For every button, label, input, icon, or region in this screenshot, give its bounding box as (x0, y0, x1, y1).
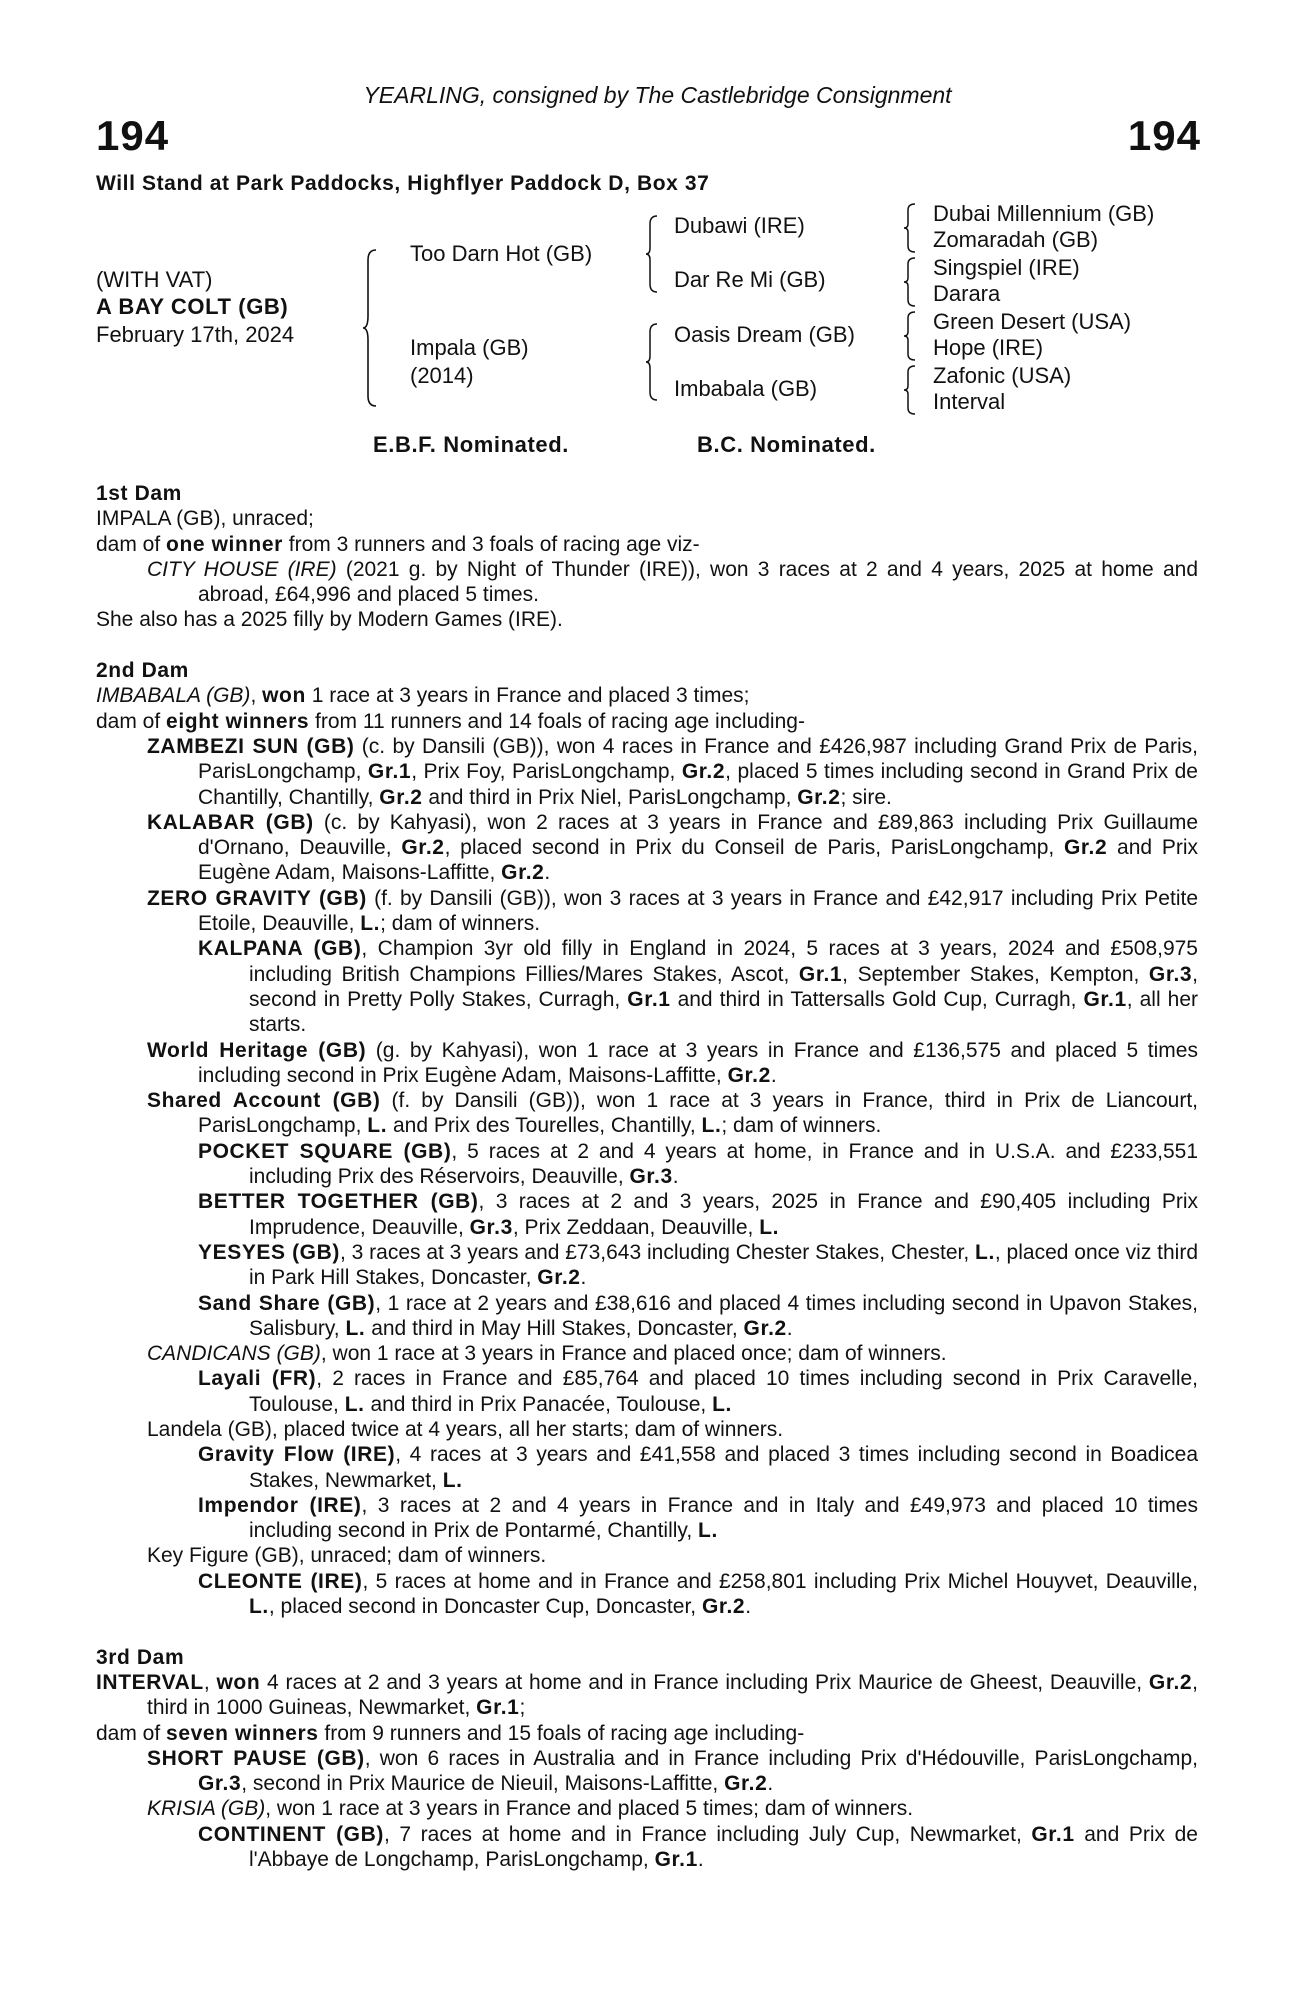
pedigree-entry (198, 1366, 1198, 1417)
entry-text: (f. by Dansili (GB)), won 3 races at 3 years in France and £42,917 including Prix Petite Etoile, Deauville, (198, 886, 1199, 936)
entry-text: ; (519, 1696, 526, 1720)
entry-bold-text: Gr.3 (469, 1215, 513, 1239)
entry-bold-text: Gr.2 (1148, 1670, 1193, 1694)
entry-text: , (203, 1670, 217, 1694)
entry-italic-text: CITY HOUSE (IRE) (147, 557, 337, 581)
pedigree-entry (198, 1291, 1198, 1342)
dam-dam-name: Imbabala (GB) (674, 376, 818, 401)
pedigree-entry (96, 709, 1198, 734)
entry-text: , 3 races at 2 and 3 years, 2025 in France and £90,405 including Prix Imprudence, Deauville, (249, 1190, 1198, 1239)
entry-text: (g. by Kahyasi), won 1 race at 3 years in France and £136,575 and placed 5 times including second in Prix Eugène Adam, Maisons-Laffitte, (198, 1038, 1198, 1087)
gen3-ancestor: Darara (933, 281, 1001, 306)
entry-text: , 7 races at home and in France including July Cup, Newmarket, (383, 1822, 1032, 1846)
entry-bold-text: eight winners (166, 709, 310, 733)
dam-brace-icon (645, 322, 661, 402)
entry-bold-text: CONTINENT (GB) (198, 1822, 384, 1846)
gen3-ancestor: Singspiel (IRE) (933, 255, 1080, 280)
entry-text: . (580, 1266, 587, 1290)
entry-bold-text: Gr.3 (198, 1772, 242, 1796)
entry-italic-text: IMBABALA (GB) (96, 684, 251, 708)
entry-italic-text: KRISIA (GB) (147, 1797, 266, 1821)
entry-bold-text: Gr.1 (1031, 1822, 1075, 1846)
sire-dam-name: Dar Re Mi (GB) (674, 267, 826, 292)
entry-bold-text: Gr.2 (401, 836, 445, 860)
entry-text: from 9 runners and 15 foals of racing age including- (318, 1721, 805, 1745)
entry-bold-text: CLEONTE (IRE) (198, 1569, 363, 1593)
entry-bold-text: BETTER TOGETHER (GB) (198, 1190, 479, 1214)
vat-note: (WITH VAT) (96, 267, 213, 292)
entry-bold-text: YESYES (GB) (198, 1240, 340, 1264)
gen3-ancestor: Zafonic (USA) (933, 363, 1072, 388)
entry-text: Landela (GB), placed twice at 4 years, all her starts; dam of winners. (147, 1417, 784, 1441)
entry-bold-text: ZAMBEZI SUN (GB) (147, 734, 355, 758)
entry-text: , won 1 race at 3 years in France and placed 5 times; dam of winners. (265, 1797, 914, 1821)
entry-text: . (672, 1165, 679, 1189)
pedigree-entry (147, 886, 1198, 937)
entry-bold-text: Gr.1 (798, 962, 843, 986)
entry-text: 1 race at 3 years in France and placed 3 times; (305, 684, 750, 708)
entry-bold-text: Shared Account (GB) (147, 1089, 381, 1113)
pedigree-entry (147, 1088, 1198, 1139)
entry-text: from 3 runners and 3 foals of racing age viz- (282, 532, 700, 556)
entry-text: , September Stakes, Kempton, (842, 962, 1149, 986)
dam-name: Impala (GB) (410, 335, 529, 360)
pedigree-entry (147, 810, 1198, 886)
entry-bold-text: ZERO GRAVITY (GB) (147, 886, 367, 910)
entry-text: . (544, 861, 551, 885)
gen3-brace-icon (903, 202, 919, 254)
pedigree-entry (147, 557, 1198, 608)
entry-bold-text: SHORT PAUSE (GB) (147, 1746, 365, 1770)
dam-section (96, 658, 1198, 1619)
entry-text: dam of (96, 1721, 167, 1745)
entry-bold-text: Gr.1 (627, 987, 671, 1011)
entry-text: and Prix des Tourelles, Chantilly, (387, 1114, 702, 1138)
pedigree-entry (147, 1341, 1198, 1366)
entry-bold-text: L. (345, 1316, 366, 1340)
entry-bold-text: Gr.2 (537, 1266, 581, 1290)
entry-text: , 4 races at 3 years and £41,558 and placed 3 times including second in Boadicea Stakes, Newmarket, (249, 1443, 1198, 1492)
pedigree-entry (96, 506, 1198, 531)
pedigree-entry (147, 734, 1198, 810)
entry-bold-text: Gravity Flow (IRE) (198, 1443, 396, 1467)
entry-bold-text: L. (367, 1114, 388, 1138)
pedigree-entry (198, 1240, 1198, 1291)
pedigree-entry (147, 1417, 1198, 1442)
section-title: 2nd Dam (96, 659, 189, 683)
entry-text: , Prix Zeddaan, Deauville, (512, 1215, 760, 1239)
horse-name: A BAY COLT (GB) (96, 294, 289, 319)
pedigree-entry (96, 1721, 1198, 1746)
entry-bold-text: L. (701, 1114, 722, 1138)
entry-bold-text: L. (344, 1392, 365, 1416)
entry-text: ; dam of winners. (721, 1114, 882, 1138)
entry-text: , won 1 race at 3 years in France and placed once; dam of winners. (320, 1342, 947, 1366)
entry-text: IMPALA (GB), unraced; (96, 507, 314, 531)
entry-text: and third in May Hill Stakes, Doncaster, (365, 1316, 744, 1340)
pedigree-entry (198, 1189, 1198, 1240)
lot-number-left: 194 (96, 112, 170, 159)
sire-sire-name: Dubawi (IRE) (674, 213, 805, 238)
entry-text: , placed second in Doncaster Cup, Doncaster, (268, 1595, 702, 1619)
entry-text: , 2 races in France and £85,764 and placed 10 times including second in Prix Caravelle, Toulouse, (249, 1367, 1198, 1416)
entry-bold-text: L. (442, 1468, 463, 1492)
produce-record (96, 481, 1198, 1898)
entry-text: (2021 g. by Night of Thunder (IRE)), won 3 races at 2 and 4 years, 2025 at home and abroad, £64,996 and placed 5 times. (198, 557, 1199, 607)
entry-text: , placed second in Prix du Conseil de Paris, ParisLongchamp, (444, 836, 1064, 860)
pedigree-entry (147, 1038, 1198, 1089)
entry-bold-text: L. (975, 1240, 995, 1264)
entry-text: 4 races at 2 and 3 years at home and in France including Prix Maurice de Gheest, Deauville, (260, 1670, 1149, 1694)
entry-text: , second in Prix Maurice de Nieuil, Maisons-Laffitte, (241, 1772, 725, 1796)
gen3-brace-icon (903, 256, 919, 308)
horse-dob: February 17th, 2024 (96, 322, 295, 347)
entry-text: , Prix Foy, ParisLongchamp, (411, 760, 682, 784)
entry-bold-text: Impendor (IRE) (198, 1493, 362, 1517)
section-title: 3rd Dam (96, 1645, 185, 1669)
pedigree-entry (147, 1796, 1198, 1821)
entry-text: and third in Prix Panacée, Toulouse, (364, 1392, 713, 1416)
entry-bold-text: L. (759, 1215, 780, 1239)
section-title: 1st Dam (96, 482, 182, 505)
entry-bold-text: L. (712, 1392, 732, 1416)
pedigree-entry (147, 1543, 1198, 1568)
pedigree-entry (147, 1746, 1198, 1797)
entry-bold-text: Gr.3 (629, 1165, 673, 1189)
dam-section (96, 1645, 1198, 1873)
entry-text: and Prix de l'Abbaye de Longchamp, ParisLongchamp, (249, 1822, 1198, 1872)
pedigree-entry (198, 1139, 1198, 1190)
pedigree-entry (96, 1670, 1198, 1721)
entry-italic-text: CANDICANS (GB) (147, 1342, 321, 1366)
entry-text: . (770, 1063, 777, 1087)
entry-bold-text: Gr.2 (743, 1316, 787, 1340)
pedigree-entry (96, 532, 1198, 557)
entry-bold-text: Gr.2 (701, 1595, 746, 1619)
entry-text: and third in Prix Niel, ParisLongchamp, (422, 785, 798, 809)
entry-bold-text: Gr.1 (1083, 987, 1127, 1011)
entry-text: and Prix Eugène Adam, Maisons-Laffitte, (198, 836, 1198, 885)
entry-bold-text: L. (249, 1595, 269, 1619)
pedigree-entry (96, 607, 1198, 632)
gen3-ancestor: Dubai Millennium (GB) (933, 201, 1155, 226)
pedigree-brace-icon (362, 248, 382, 408)
pedigree-entry (198, 936, 1198, 1037)
gen3-ancestor: Zomaradah (GB) (933, 227, 1099, 252)
consignor-heading: YEARLING, consigned by The Castlebridge Consignment (363, 82, 952, 108)
entry-bold-text: KALABAR (GB) (147, 810, 314, 834)
entry-text: ; dam of winners. (380, 912, 541, 936)
entry-bold-text: Gr.2 (724, 1772, 768, 1796)
entry-bold-text: won (216, 1670, 261, 1694)
entry-bold-text: Sand Share (GB) (198, 1291, 376, 1315)
sire-name: Too Darn Hot (GB) (410, 241, 593, 266)
entry-text: , (250, 684, 263, 708)
entry-bold-text: Gr.2 (379, 785, 423, 809)
entry-bold-text: one winner (166, 532, 283, 556)
entry-bold-text: Gr.1 (367, 760, 412, 784)
entry-text: ; sire. (840, 785, 892, 809)
entry-bold-text: Gr.1 (654, 1848, 698, 1872)
entry-text: , all her starts. (249, 987, 1198, 1037)
entry-text: , placed once viz third in Park Hill Stakes, Doncaster, (249, 1240, 1198, 1290)
entry-text: , placed 5 times including second in Grand Prix de Chantilly, Chantilly, (198, 760, 1198, 809)
entry-bold-text: Layali (FR) (198, 1367, 317, 1391)
entry-bold-text: seven winners (166, 1721, 319, 1745)
entry-text: , third in 1000 Guineas, Newmarket, (147, 1670, 1198, 1720)
entry-text: . (697, 1848, 704, 1872)
dam-sire-name: Oasis Dream (GB) (674, 322, 855, 347)
entry-bold-text: Gr.2 (501, 861, 545, 885)
entry-text: , 3 races at 2 and 4 years in France and in Italy and £49,973 and placed 10 times including second in Prix de Pontarmé, Chantilly, (249, 1493, 1198, 1543)
gen3-brace-icon (903, 310, 919, 362)
gen3-ancestor: Green Desert (USA) (933, 309, 1132, 334)
entry-text: . (745, 1595, 752, 1619)
entry-text: from 11 runners and 14 foals of racing age including- (309, 709, 805, 733)
entry-text: . (767, 1772, 774, 1796)
entry-bold-text: Gr.2 (1064, 836, 1108, 860)
ebf-nomination: E.B.F. Nominated. (373, 432, 569, 457)
entry-text: , 5 races at home and in France and £258,801 including Prix Michel Houyvet, Deauville, (362, 1569, 1198, 1593)
entry-text: . (786, 1316, 793, 1340)
entry-bold-text: INTERVAL (96, 1670, 204, 1694)
entry-bold-text: L. (360, 912, 381, 936)
sire-brace-icon (645, 214, 661, 294)
lot-number-right: 194 (1127, 112, 1201, 159)
stand-location: Will Stand at Park Paddocks, Highflyer Paddock D, Box 37 (96, 172, 710, 195)
entry-text: Key Figure (GB), unraced; dam of winners. (147, 1544, 547, 1568)
pedigree-entry (198, 1493, 1198, 1544)
pedigree-entry (198, 1442, 1198, 1493)
bc-nomination: B.C. Nominated. (697, 432, 876, 457)
entry-bold-text: Gr.2 (727, 1063, 771, 1087)
entry-bold-text: Gr.1 (476, 1696, 520, 1720)
entry-text: , second in Pretty Polly Stakes, Curragh, (249, 962, 1198, 1011)
entry-text: , 1 race at 2 years and £38,616 and placed 4 times including second in Upavon Stakes, Salisbury, (249, 1291, 1198, 1340)
entry-text: dam of (96, 532, 167, 556)
entry-bold-text: POCKET SQUARE (GB) (198, 1139, 452, 1163)
entry-text: , won 6 races in Australia and in France including Prix d'Hédouville, ParisLongchamp, (364, 1746, 1198, 1770)
entry-text: (f. by Dansili (GB)), won 1 race at 3 years in France, third in Prix de Liancourt, ParisLongchamp, (198, 1089, 1198, 1138)
entry-bold-text: Gr.2 (681, 760, 726, 784)
pedigree-entry (96, 683, 1198, 708)
dam-section (96, 481, 1198, 633)
dam-year: (2014) (410, 363, 474, 388)
entry-text: (c. by Kahyasi), won 2 races at 3 years in France and £89,863 including Prix Guillaume d'Ornano, Deauville, (198, 810, 1199, 860)
entry-text: She also has a 2025 filly by Modern Games (IRE). (96, 608, 563, 632)
entry-text: , Champion 3yr old filly in England in 2024, 5 races at 3 years, 2024 and £508,975 including British Champions Fillies/Mares Stakes, Ascot, (249, 937, 1198, 986)
entry-bold-text: KALPANA (GB) (198, 937, 362, 961)
entry-text: dam of (96, 709, 167, 733)
entry-bold-text: Gr.2 (797, 785, 841, 809)
entry-bold-text: L. (698, 1519, 718, 1543)
gen3-brace-icon (903, 364, 919, 416)
pedigree-entry (198, 1822, 1198, 1873)
entry-bold-text: World Heritage (GB) (147, 1038, 367, 1062)
gen3-ancestor: Interval (933, 389, 1006, 414)
entry-bold-text: Gr.3 (1148, 962, 1193, 986)
entry-text: , 3 races at 3 years and £73,643 including Chester Stakes, Chester, (339, 1240, 976, 1264)
entry-bold-text: won (262, 684, 306, 708)
gen3-ancestor: Hope (IRE) (933, 335, 1044, 360)
entry-text: and third in Tattersalls Gold Cup, Curragh, (670, 987, 1084, 1011)
entry-text: , 5 races at 2 and 4 years at home, in France and in U.S.A. and £233,551 including Prix des Réservoirs, Deauville, (249, 1139, 1198, 1189)
pedigree-entry (198, 1569, 1198, 1620)
entry-text: (c. by Dansili (GB)), won 4 races in France and £426,987 including Grand Prix de Paris, ParisLongchamp, (198, 734, 1198, 784)
